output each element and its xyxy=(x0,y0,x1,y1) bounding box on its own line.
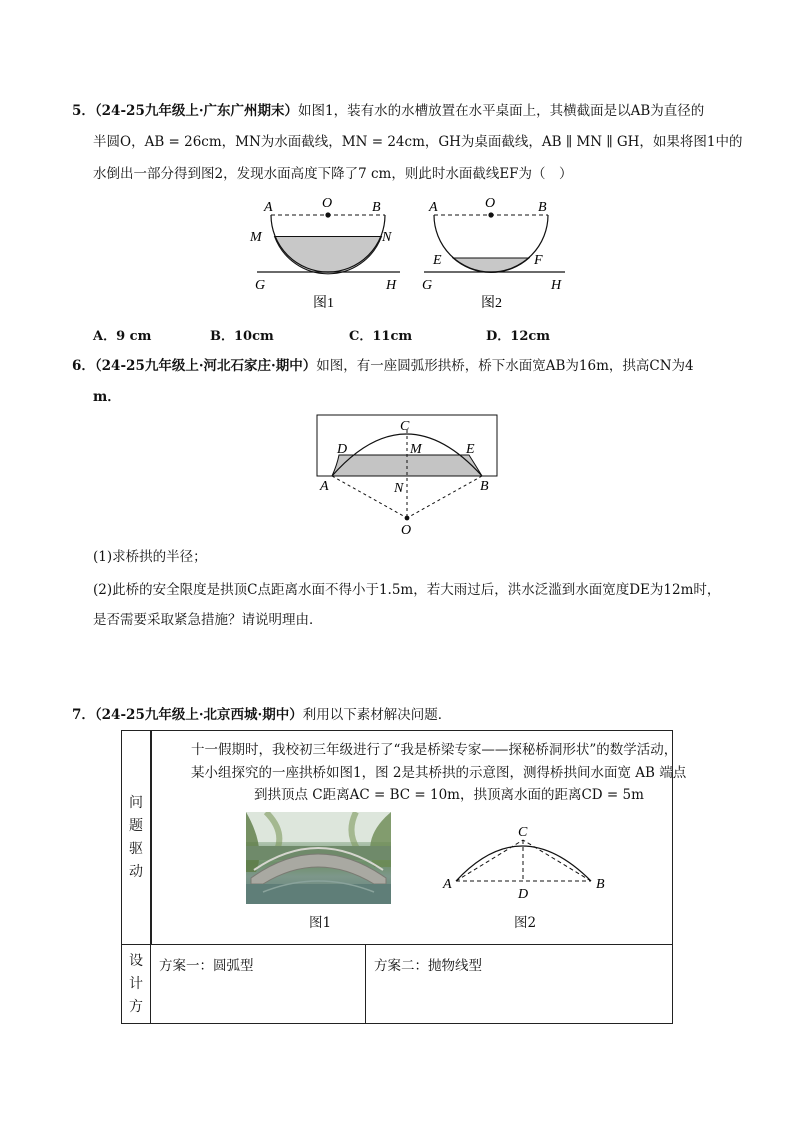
fig1-label-B: B xyxy=(372,200,381,215)
q7-plan-1-cell xyxy=(151,945,366,1024)
q6-number: 6． xyxy=(72,358,95,374)
fig2-label-F: F xyxy=(534,253,543,268)
q6-label-D: D xyxy=(337,442,348,457)
q7-label-C: C xyxy=(518,825,528,840)
fig2-center-point xyxy=(488,212,493,217)
q7-line1 xyxy=(72,705,451,725)
q7-row2-char1: 设 xyxy=(129,952,143,969)
q6-label-M: M xyxy=(410,442,422,457)
q6-subquestion-2a: (2)此桥的安全限度是拱顶C点距离水面不得小于1.5m，若大雨过后，洪水泛滥到水面宽度DE为12m时， xyxy=(93,582,721,598)
q6-label-E: E xyxy=(466,442,475,457)
q5-line1 xyxy=(72,101,704,121)
q7-segment-BC xyxy=(523,840,591,881)
q7-number: 7． xyxy=(72,707,95,723)
fig2-label-E: E xyxy=(433,253,442,268)
fig1-label-N: N xyxy=(382,230,392,245)
q7-row2-header xyxy=(122,945,151,1024)
q7-caption-2: 图2 xyxy=(514,915,537,931)
q7-source: （24-25九年级上·北京西城·期中） xyxy=(94,707,303,723)
q6-line1 xyxy=(72,356,694,376)
q7-figure-2 xyxy=(441,816,616,901)
q7-text-line1: 十一假期时，我校初三年级进行了“我是桥梁专家——探秘桥洞形状”的数学活动， xyxy=(191,742,678,758)
q7-plan-2: 方案二：抛物线型 xyxy=(374,958,482,974)
q7-text-line3: 到拱顶点 C距离AC = BC = 10m，拱顶离水面的距离CD = 5m xyxy=(254,787,644,803)
q7-label-B: B xyxy=(596,877,605,892)
fig2-label-O: O xyxy=(485,196,496,211)
q7-material-table xyxy=(121,730,687,1024)
q7-row1-char3: 驱 xyxy=(129,840,143,857)
q7-text-line2: 某小组探究的一座拱桥如图1，图 2是其桥拱的示意图，测得桥拱间水面宽 AB 端点 xyxy=(191,765,687,781)
q6-label-B: B xyxy=(480,479,489,494)
q6-text-line1: 如图，有一座圆弧形拱桥，桥下水面宽AB为16m，拱高CN为4 xyxy=(316,358,694,374)
q6-label-A: A xyxy=(320,479,329,494)
q6-subquestion-2b: 是否需要采取紧急措施？请说明理由． xyxy=(93,612,323,628)
q7-row2-char3: 方 xyxy=(129,998,143,1015)
fig2-label-B: B xyxy=(538,200,547,215)
q6-figure xyxy=(310,410,505,540)
q5-option-b[interactable]: B．10cm xyxy=(210,329,274,344)
q7-row2-char2: 计 xyxy=(129,975,143,992)
fig1-label-G: G xyxy=(255,278,266,293)
q5-source: （24-25九年级上·广东广州期末） xyxy=(94,103,299,119)
fig1-caption: 图1 xyxy=(313,296,334,311)
fig2-caption: 图2 xyxy=(481,296,502,311)
q5-figure-2 xyxy=(420,192,575,312)
q6-text-line1b: m． xyxy=(93,389,121,405)
q7-row1-char2: 题 xyxy=(129,817,143,834)
q6-label-C: C xyxy=(400,419,410,434)
q7-row1-header xyxy=(122,731,151,945)
q5-figure-1 xyxy=(245,192,410,312)
fig2-label-G: G xyxy=(422,278,433,293)
fig1-water xyxy=(275,237,382,274)
q7-plan-2-cell xyxy=(366,945,673,1024)
q7-caption-1: 图1 xyxy=(309,915,332,931)
fig1-label-O: O xyxy=(322,196,333,211)
fig2-label-A: A xyxy=(429,200,438,215)
q5-text-line1: 如图1，装有水的水槽放置在水平桌面上，其横截面是以AB为直径的 xyxy=(298,103,705,119)
q5-option-a[interactable]: A．9 cm xyxy=(93,329,152,344)
fig1-center-point xyxy=(325,212,330,217)
q7-plan-1: 方案一：圆弧型 xyxy=(159,958,254,974)
q7-row-problem xyxy=(122,731,673,945)
q5-text-line2: 半圆O，AB = 26cm，MN为水面截线，MN = 24cm，GH为桌面截线，AB ∥ MN ∥ GH，如果将图1中的 xyxy=(93,134,743,150)
q7-row1-char1: 问 xyxy=(129,794,143,811)
fig1-label-M: M xyxy=(250,230,262,245)
q7-label-D: D xyxy=(518,887,529,901)
q7-intro: 利用以下素材解决问题． xyxy=(302,707,452,723)
q5-option-d[interactable]: D．12cm xyxy=(486,329,551,344)
q6-radius-OB xyxy=(407,476,482,518)
q6-label-N: N xyxy=(394,481,404,496)
q7-row1-content xyxy=(151,731,687,945)
q6-center-point xyxy=(405,516,410,521)
q6-subquestion-1: (1)求桥拱的半径； xyxy=(93,549,207,565)
q5-option-c[interactable]: C．11cm xyxy=(349,329,413,344)
fig2-label-H: H xyxy=(551,278,562,293)
q7-segment-AC xyxy=(456,840,523,881)
q7-label-A: A xyxy=(443,877,452,892)
q7-bridge-photo xyxy=(246,812,391,904)
q7-row1-char4: 动 xyxy=(129,863,143,880)
q6-source: （24-25九年级上·河北石家庄·期中） xyxy=(94,358,317,374)
fig1-label-H: H xyxy=(386,278,397,293)
q6-label-O: O xyxy=(401,523,412,538)
q5-text-line3: 水倒出一部分得到图2，发现水面高度下降了7 cm，则此时水面截线EF为（ ） xyxy=(93,166,573,182)
q5-number: 5． xyxy=(72,103,95,119)
fig1-label-A: A xyxy=(264,200,273,215)
q7-row-design xyxy=(122,945,673,1024)
